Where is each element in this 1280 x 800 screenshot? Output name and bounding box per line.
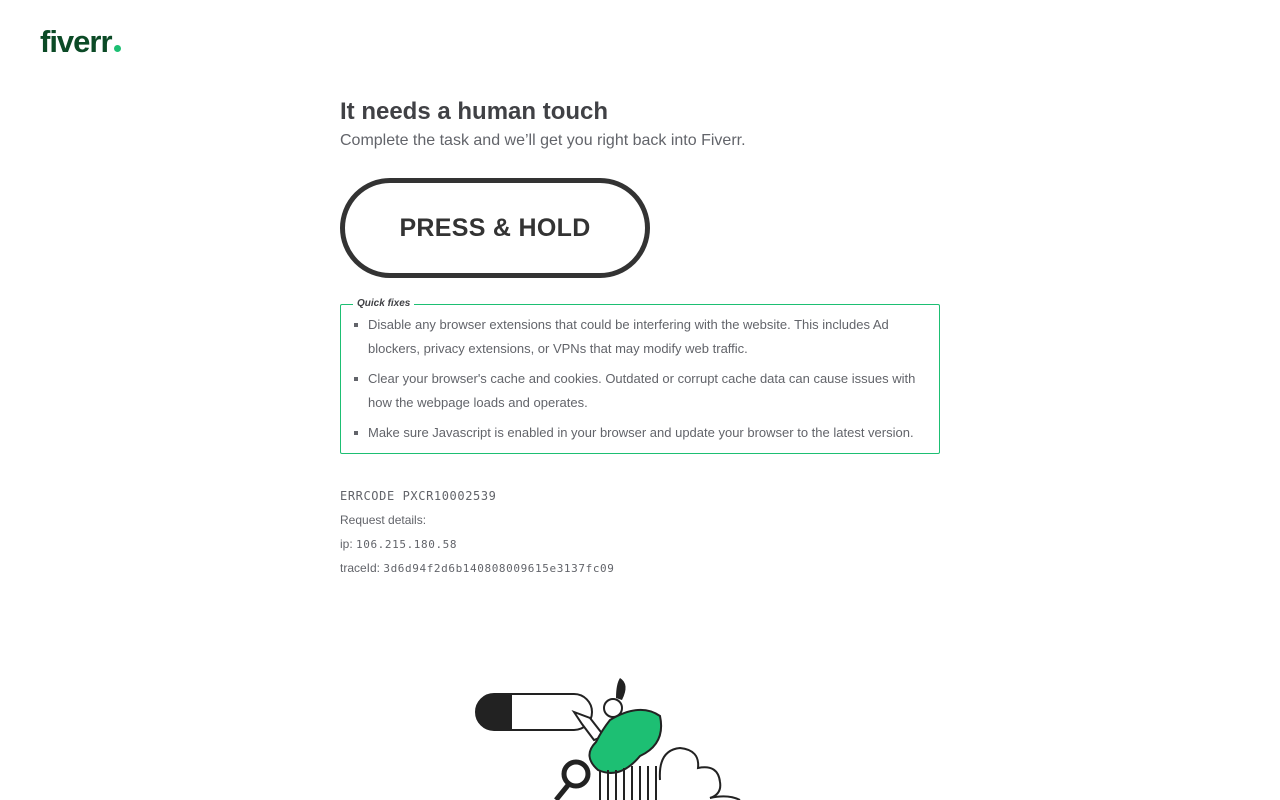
quick-fix-item	[349, 421, 921, 445]
challenge-container	[340, 96, 940, 580]
quick-fix-text: Clear your browser's cache and cookies. Outdated or corrupt cache data can cause issues with how the webpage loads and operates.	[368, 371, 916, 410]
quick-fix-item	[349, 367, 921, 415]
bullet-icon	[354, 377, 358, 381]
error-code: ERRCODE PXCR10002539	[340, 489, 497, 503]
request-details-label: Request details:	[340, 513, 427, 527]
quick-fix-text: Make sure Javascript is enabled in your browser and update your browser to the latest version.	[368, 425, 914, 440]
logo-text: fiverr	[40, 24, 112, 59]
quick-fix-text: Disable any browser extensions that could be interfering with the website. This includes Ad blockers, privacy extensions, or VPNs that may modify web traffic.	[368, 317, 889, 356]
quick-fixes-list	[349, 313, 921, 445]
page-subtitle: Complete the task and we’ll get you right back into Fiverr.	[340, 132, 746, 149]
fiverr-logo[interactable]	[40, 22, 121, 62]
quick-fixes-legend: Quick fixes	[353, 298, 414, 310]
trace-label: traceId:	[340, 561, 384, 575]
bullet-icon	[354, 323, 358, 327]
trace-row	[340, 556, 940, 580]
ip-label: ip:	[340, 537, 357, 551]
page-title: It needs a human touch	[340, 98, 609, 125]
person-pressing-button-illustration-icon	[470, 670, 750, 800]
logo-dot-icon	[114, 45, 121, 52]
bullet-icon	[354, 431, 358, 435]
quick-fix-item	[349, 313, 921, 361]
ip-value: 106.215.180.58	[356, 538, 458, 551]
ip-row	[340, 532, 940, 556]
quick-fixes-box	[340, 298, 940, 454]
trace-value: 3d6d94f2d6b140808009615e3137fc09	[383, 562, 615, 575]
request-details	[340, 484, 940, 580]
press-and-hold-button[interactable]: PRESS & HOLD	[340, 178, 650, 278]
